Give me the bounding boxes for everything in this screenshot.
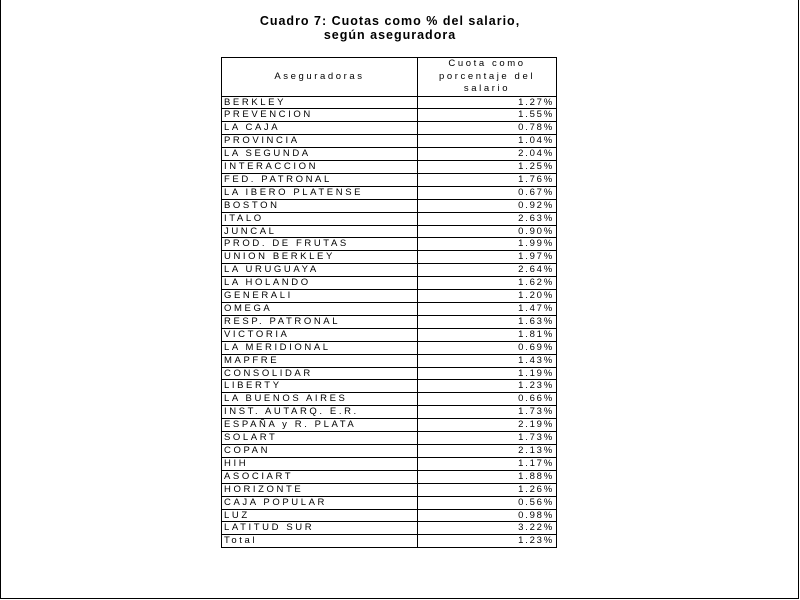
insurer-name-cell: RESP. PATRONAL — [222, 315, 418, 328]
quota-percent-cell: 0.66% — [418, 393, 557, 406]
quota-percent-cell: 2.04% — [418, 148, 557, 161]
insurer-name-cell: SOLART — [222, 432, 418, 445]
table-row — [222, 277, 557, 290]
quota-percent-cell: 1.19% — [418, 367, 557, 380]
insurer-name-cell: CAJA POPULAR — [222, 496, 418, 509]
quota-percent-cell: 0.98% — [418, 509, 557, 522]
table-row — [222, 328, 557, 341]
quota-percent-cell: 0.69% — [418, 341, 557, 354]
quota-percent-cell: 1.73% — [418, 406, 557, 419]
quota-percent-cell: 1.43% — [418, 354, 557, 367]
quota-percent-cell: 1.88% — [418, 470, 557, 483]
table-row — [222, 483, 557, 496]
table-row — [222, 109, 557, 122]
header-row — [222, 58, 557, 97]
table-row — [222, 341, 557, 354]
table-row — [222, 315, 557, 328]
insurer-name-cell: Total — [222, 535, 418, 548]
insurer-name-cell: PREVENCION — [222, 109, 418, 122]
table-row — [222, 406, 557, 419]
header-cuota — [418, 58, 557, 97]
insurer-name-cell: HIH — [222, 457, 418, 470]
quota-percent-cell: 1.17% — [418, 457, 557, 470]
insurer-name-cell: ITALO — [222, 212, 418, 225]
quota-percent-cell: 1.25% — [418, 161, 557, 174]
table-row — [222, 173, 557, 186]
table-row — [222, 419, 557, 432]
quota-percent-cell: 0.67% — [418, 186, 557, 199]
insurer-name-cell: MAPFRE — [222, 354, 418, 367]
insurer-name-cell: BOSTON — [222, 199, 418, 212]
insurer-name-cell: INTERACCION — [222, 161, 418, 174]
quota-percent-cell: 2.19% — [418, 419, 557, 432]
quota-percent-cell: 1.73% — [418, 432, 557, 445]
quota-percent-cell: 1.99% — [418, 238, 557, 251]
quota-percent-cell: 1.47% — [418, 303, 557, 316]
insurer-name-cell: GENERALI — [222, 290, 418, 303]
table-row — [222, 212, 557, 225]
table-row — [222, 522, 557, 535]
insurer-name-cell: LATITUD SUR — [222, 522, 418, 535]
insurer-name-cell: PROD. DE FRUTAS — [222, 238, 418, 251]
quota-percent-cell: 1.62% — [418, 277, 557, 290]
table-body — [222, 96, 557, 548]
table-row — [222, 470, 557, 483]
insurer-name-cell: JUNCAL — [222, 225, 418, 238]
insurer-name-cell: LA BUENOS AIRES — [222, 393, 418, 406]
quota-percent-cell: 0.90% — [418, 225, 557, 238]
table-row — [222, 238, 557, 251]
insurer-name-cell: LIBERTY — [222, 380, 418, 393]
quota-percent-cell: 2.64% — [418, 264, 557, 277]
insurer-name-cell: INST. AUTARQ. E.R. — [222, 406, 418, 419]
insurer-name-cell: LA HOLANDO — [222, 277, 418, 290]
insurer-name-cell: ASOCIART — [222, 470, 418, 483]
table-row — [222, 199, 557, 212]
table-row — [222, 135, 557, 148]
insurer-name-cell: LA CAJA — [222, 122, 418, 135]
table-row — [222, 444, 557, 457]
table-row — [222, 380, 557, 393]
insurers-table — [221, 57, 557, 548]
table-row — [222, 122, 557, 135]
insurer-name-cell: CONSOLIDAR — [222, 367, 418, 380]
table-row — [222, 251, 557, 264]
table-row — [222, 354, 557, 367]
table-row — [222, 509, 557, 522]
quota-percent-cell: 1.63% — [418, 315, 557, 328]
insurer-name-cell: PROVINCIA — [222, 135, 418, 148]
header-cuota-line-2: porcentaje del — [438, 70, 536, 82]
quota-percent-cell: 1.04% — [418, 135, 557, 148]
table-row — [222, 393, 557, 406]
table-row — [222, 432, 557, 445]
quota-percent-cell: 0.92% — [418, 199, 557, 212]
table-row — [222, 303, 557, 316]
insurer-name-cell: UNION BERKLEY — [222, 251, 418, 264]
insurer-name-cell: FED. PATRONAL — [222, 173, 418, 186]
quota-percent-cell: 1.97% — [418, 251, 557, 264]
quota-percent-cell: 2.13% — [418, 444, 557, 457]
quota-percent-cell: 1.81% — [418, 328, 557, 341]
quota-percent-cell: 1.26% — [418, 483, 557, 496]
quota-percent-cell: 1.55% — [418, 109, 557, 122]
quota-percent-cell: 1.20% — [418, 290, 557, 303]
table-row — [222, 148, 557, 161]
quota-percent-cell: 1.23% — [418, 535, 557, 548]
header-aseguradoras: Aseguradoras — [222, 58, 418, 97]
quota-percent-cell: 1.23% — [418, 380, 557, 393]
table-row — [222, 457, 557, 470]
header-cuota-line-1: Cuota como — [448, 58, 526, 69]
quota-percent-cell: 1.27% — [418, 96, 557, 109]
insurer-name-cell: LA IBERO PLATENSE — [222, 186, 418, 199]
insurer-name-cell: LA MERIDIONAL — [222, 341, 418, 354]
header-cuota-line-3: salario — [463, 83, 511, 94]
insurer-name-cell: ESPAÑA y R. PLATA — [222, 419, 418, 432]
quota-percent-cell: 0.56% — [418, 496, 557, 509]
table-row — [222, 161, 557, 174]
table-row — [222, 535, 557, 548]
table-row — [222, 367, 557, 380]
table-row — [222, 290, 557, 303]
insurer-name-cell: BERKLEY — [222, 96, 418, 109]
table-row — [222, 225, 557, 238]
quota-percent-cell: 2.63% — [418, 212, 557, 225]
title-line-1: Cuadro 7: Cuotas como % del salario, — [259, 14, 521, 28]
quota-percent-cell: 1.76% — [418, 173, 557, 186]
table-row — [222, 96, 557, 109]
title-line-2: según aseguradora — [323, 28, 457, 42]
insurer-name-cell: COPAN — [222, 444, 418, 457]
insurer-name-cell: LUZ — [222, 509, 418, 522]
insurer-name-cell: HORIZONTE — [222, 483, 418, 496]
quota-percent-cell: 0.78% — [418, 122, 557, 135]
table-row — [222, 264, 557, 277]
quota-percent-cell: 3.22% — [418, 522, 557, 535]
insurer-name-cell: OMEGA — [222, 303, 418, 316]
insurer-name-cell: LA SEGUNDA — [222, 148, 418, 161]
insurer-name-cell: LA URUGUAYA — [222, 264, 418, 277]
insurer-name-cell: VICTORIA — [222, 328, 418, 341]
table-row — [222, 496, 557, 509]
table-row — [222, 186, 557, 199]
table-title — [220, 14, 560, 42]
